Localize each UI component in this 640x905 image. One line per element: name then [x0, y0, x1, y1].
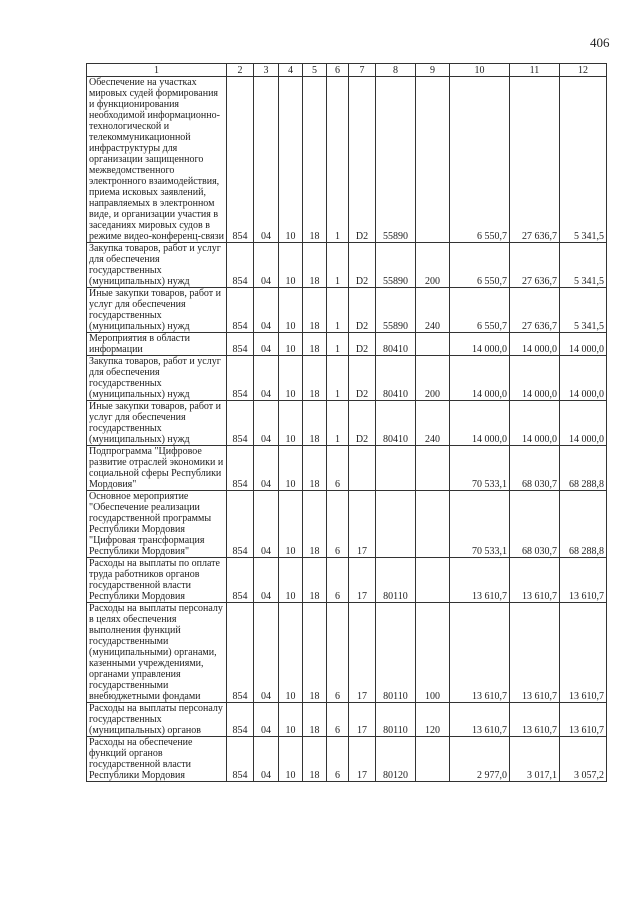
direction-code: 80110	[376, 603, 416, 703]
direction-code: 80410	[376, 333, 416, 356]
column-header: 2	[227, 64, 254, 77]
column-header: 7	[349, 64, 376, 77]
subprogram-code: 6	[327, 603, 349, 703]
direction-code	[376, 446, 416, 491]
column-header: 11	[510, 64, 560, 77]
table-row	[87, 446, 607, 491]
subprogram-code: 1	[327, 77, 349, 243]
budget-table	[86, 63, 607, 782]
amount-year-1: 70 533,1	[450, 491, 510, 558]
section-code: 04	[254, 558, 279, 603]
table-row	[87, 558, 607, 603]
amount-year-3: 68 288,8	[560, 446, 607, 491]
expense-name: Закупка товаров, работ и услуг для обеспечения государственных (муниципальных) нужд	[87, 243, 227, 288]
ministry-code: 854	[227, 243, 254, 288]
section-code: 04	[254, 491, 279, 558]
amount-year-1: 14 000,0	[450, 333, 510, 356]
expense-name: Расходы на выплаты персоналу в целях обеспечения выполнения функций государственными (муниципальными) органами, казенными учреждениями, органами управления государственными внебюджетными фондами	[87, 603, 227, 703]
subprogram-code: 6	[327, 737, 349, 782]
direction-code: 55890	[376, 77, 416, 243]
amount-year-1: 13 610,7	[450, 703, 510, 737]
subsection-code: 10	[279, 703, 303, 737]
amount-year-2: 13 610,7	[510, 703, 560, 737]
amount-year-1: 2 977,0	[450, 737, 510, 782]
expense-name: Мероприятия в области информации	[87, 333, 227, 356]
amount-year-3: 14 000,0	[560, 333, 607, 356]
subsection-code: 10	[279, 558, 303, 603]
activity-code: D2	[349, 288, 376, 333]
expense-type-code	[416, 446, 450, 491]
amount-year-1: 13 610,7	[450, 558, 510, 603]
section-code: 04	[254, 288, 279, 333]
subsection-code: 10	[279, 603, 303, 703]
ministry-code: 854	[227, 356, 254, 401]
direction-code: 80120	[376, 737, 416, 782]
amount-year-3: 13 610,7	[560, 558, 607, 603]
program-code: 18	[303, 77, 327, 243]
expense-name: Расходы на выплаты по оплате труда работников органов государственной власти Республики Мордовия	[87, 558, 227, 603]
ministry-code: 854	[227, 603, 254, 703]
subprogram-code: 6	[327, 703, 349, 737]
direction-code: 80410	[376, 356, 416, 401]
subsection-code: 10	[279, 737, 303, 782]
program-code: 18	[303, 603, 327, 703]
activity-code: D2	[349, 243, 376, 288]
ministry-code: 854	[227, 558, 254, 603]
ministry-code: 854	[227, 77, 254, 243]
program-code: 18	[303, 737, 327, 782]
column-header: 10	[450, 64, 510, 77]
subprogram-code: 6	[327, 491, 349, 558]
activity-code: 17	[349, 737, 376, 782]
activity-code: D2	[349, 401, 376, 446]
activity-code: 17	[349, 491, 376, 558]
direction-code: 55890	[376, 243, 416, 288]
amount-year-2: 68 030,7	[510, 491, 560, 558]
amount-year-3: 68 288,8	[560, 491, 607, 558]
section-code: 04	[254, 401, 279, 446]
ministry-code: 854	[227, 446, 254, 491]
table-row	[87, 491, 607, 558]
ministry-code: 854	[227, 491, 254, 558]
subsection-code: 10	[279, 288, 303, 333]
subsection-code: 10	[279, 243, 303, 288]
amount-year-1: 6 550,7	[450, 77, 510, 243]
subprogram-code: 1	[327, 333, 349, 356]
amount-year-3: 5 341,5	[560, 288, 607, 333]
table-row	[87, 288, 607, 333]
section-code: 04	[254, 333, 279, 356]
subprogram-code: 1	[327, 243, 349, 288]
program-code: 18	[303, 446, 327, 491]
ministry-code: 854	[227, 333, 254, 356]
amount-year-2: 14 000,0	[510, 401, 560, 446]
amount-year-1: 14 000,0	[450, 401, 510, 446]
subprogram-code: 6	[327, 446, 349, 491]
amount-year-1: 70 533,1	[450, 446, 510, 491]
expense-type-code: 200	[416, 243, 450, 288]
amount-year-2: 14 000,0	[510, 333, 560, 356]
section-code: 04	[254, 703, 279, 737]
activity-code: D2	[349, 77, 376, 243]
table-row	[87, 356, 607, 401]
activity-code: 17	[349, 603, 376, 703]
amount-year-2: 27 636,7	[510, 243, 560, 288]
activity-code: 17	[349, 703, 376, 737]
program-code: 18	[303, 356, 327, 401]
ministry-code: 854	[227, 703, 254, 737]
expense-type-code: 240	[416, 288, 450, 333]
subsection-code: 10	[279, 446, 303, 491]
amount-year-3: 14 000,0	[560, 401, 607, 446]
expense-type-code	[416, 491, 450, 558]
section-code: 04	[254, 356, 279, 401]
activity-code: D2	[349, 333, 376, 356]
expense-name: Расходы на обеспечение функций органов государственной власти Республики Мордовия	[87, 737, 227, 782]
ministry-code: 854	[227, 401, 254, 446]
expense-name: Иные закупки товаров, работ и услуг для обеспечения государственных (муниципальных) нужд	[87, 401, 227, 446]
expense-type-code: 240	[416, 401, 450, 446]
table-row	[87, 603, 607, 703]
subsection-code: 10	[279, 77, 303, 243]
amount-year-2: 27 636,7	[510, 288, 560, 333]
activity-code: D2	[349, 356, 376, 401]
page-number: 406	[590, 35, 610, 50]
section-code: 04	[254, 446, 279, 491]
section-code: 04	[254, 243, 279, 288]
expense-type-code: 120	[416, 703, 450, 737]
expense-type-code	[416, 333, 450, 356]
amount-year-3: 13 610,7	[560, 603, 607, 703]
table-row	[87, 737, 607, 782]
amount-year-2: 3 017,1	[510, 737, 560, 782]
subprogram-code: 1	[327, 401, 349, 446]
table-row	[87, 401, 607, 446]
program-code: 18	[303, 491, 327, 558]
subsection-code: 10	[279, 491, 303, 558]
section-code: 04	[254, 737, 279, 782]
expense-type-code	[416, 77, 450, 243]
column-header: 9	[416, 64, 450, 77]
column-header: 8	[376, 64, 416, 77]
program-code: 18	[303, 288, 327, 333]
expense-type-code	[416, 737, 450, 782]
activity-code: 17	[349, 558, 376, 603]
column-header: 1	[87, 64, 227, 77]
section-code: 04	[254, 603, 279, 703]
amount-year-1: 13 610,7	[450, 603, 510, 703]
table-row	[87, 703, 607, 737]
amount-year-3: 13 610,7	[560, 703, 607, 737]
direction-code: 80110	[376, 703, 416, 737]
column-header: 3	[254, 64, 279, 77]
table-row	[87, 243, 607, 288]
amount-year-1: 6 550,7	[450, 243, 510, 288]
expense-name: Подпрограмма "Цифровое развитие отраслей экономики и социальной сферы Республики Мордовия"	[87, 446, 227, 491]
program-code: 18	[303, 333, 327, 356]
table-row	[87, 333, 607, 356]
column-header: 12	[560, 64, 607, 77]
column-header: 5	[303, 64, 327, 77]
amount-year-3: 5 341,5	[560, 243, 607, 288]
column-header: 4	[279, 64, 303, 77]
amount-year-3: 5 341,5	[560, 77, 607, 243]
subprogram-code: 6	[327, 558, 349, 603]
expense-type-code: 100	[416, 603, 450, 703]
header-row	[87, 64, 607, 77]
amount-year-1: 6 550,7	[450, 288, 510, 333]
expense-name: Основное мероприятие "Обеспечение реализации государственной программы Республики Мордовия "Цифровая трансформация Республики Мордовия"	[87, 491, 227, 558]
expense-name: Закупка товаров, работ и услуг для обеспечения государственных (муниципальных) нужд	[87, 356, 227, 401]
expense-name: Обеспечение на участках мировых судей формирования и функционирования необходимой информационно-технологической и телекоммуникационной инфраструктуры для организации защищенного межведомственного электронного взаимодействия, приема исковых заявлений, направляемых в электронном виде, и организации участия в заседаниях мировых судов в режиме видео-конференц-связи	[87, 77, 227, 243]
column-header: 6	[327, 64, 349, 77]
subsection-code: 10	[279, 333, 303, 356]
program-code: 18	[303, 243, 327, 288]
subprogram-code: 1	[327, 356, 349, 401]
expense-name: Расходы на выплаты персоналу государственных (муниципальных) органов	[87, 703, 227, 737]
program-code: 18	[303, 558, 327, 603]
amount-year-3: 14 000,0	[560, 356, 607, 401]
direction-code: 80110	[376, 558, 416, 603]
activity-code	[349, 446, 376, 491]
ministry-code: 854	[227, 288, 254, 333]
subprogram-code: 1	[327, 288, 349, 333]
amount-year-2: 68 030,7	[510, 446, 560, 491]
amount-year-2: 14 000,0	[510, 356, 560, 401]
amount-year-2: 13 610,7	[510, 603, 560, 703]
program-code: 18	[303, 401, 327, 446]
expense-name: Иные закупки товаров, работ и услуг для обеспечения государственных (муниципальных) нужд	[87, 288, 227, 333]
subsection-code: 10	[279, 356, 303, 401]
amount-year-1: 14 000,0	[450, 356, 510, 401]
amount-year-2: 27 636,7	[510, 77, 560, 243]
expense-type-code	[416, 558, 450, 603]
direction-code: 55890	[376, 288, 416, 333]
section-code: 04	[254, 77, 279, 243]
subsection-code: 10	[279, 401, 303, 446]
direction-code	[376, 491, 416, 558]
expense-type-code: 200	[416, 356, 450, 401]
ministry-code: 854	[227, 737, 254, 782]
table-row	[87, 77, 607, 243]
amount-year-2: 13 610,7	[510, 558, 560, 603]
amount-year-3: 3 057,2	[560, 737, 607, 782]
direction-code: 80410	[376, 401, 416, 446]
program-code: 18	[303, 703, 327, 737]
